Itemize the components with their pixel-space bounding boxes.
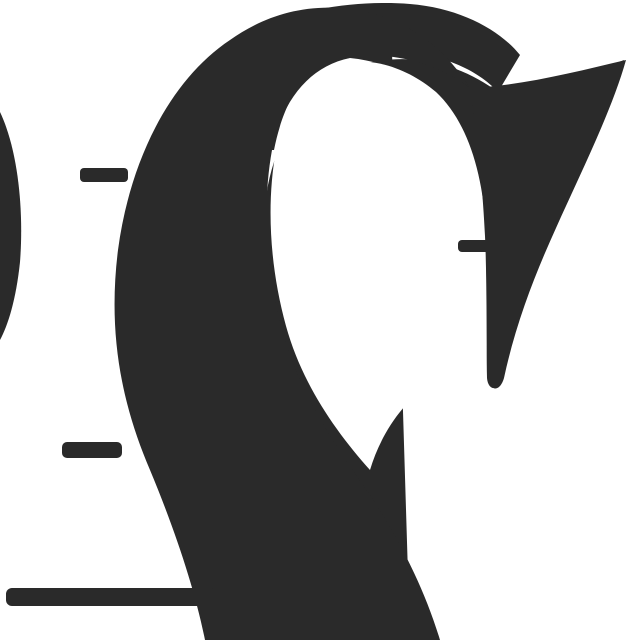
left-edge-letter-fragment: [0, 112, 21, 340]
hairline-mark-bottom-left: [6, 588, 216, 606]
hairline-mark-mid-left: [62, 442, 122, 458]
hairline-mark-right: [458, 240, 504, 252]
swash-wedge-terminal: [470, 60, 626, 389]
hairline-mark-top-left: [80, 168, 128, 182]
